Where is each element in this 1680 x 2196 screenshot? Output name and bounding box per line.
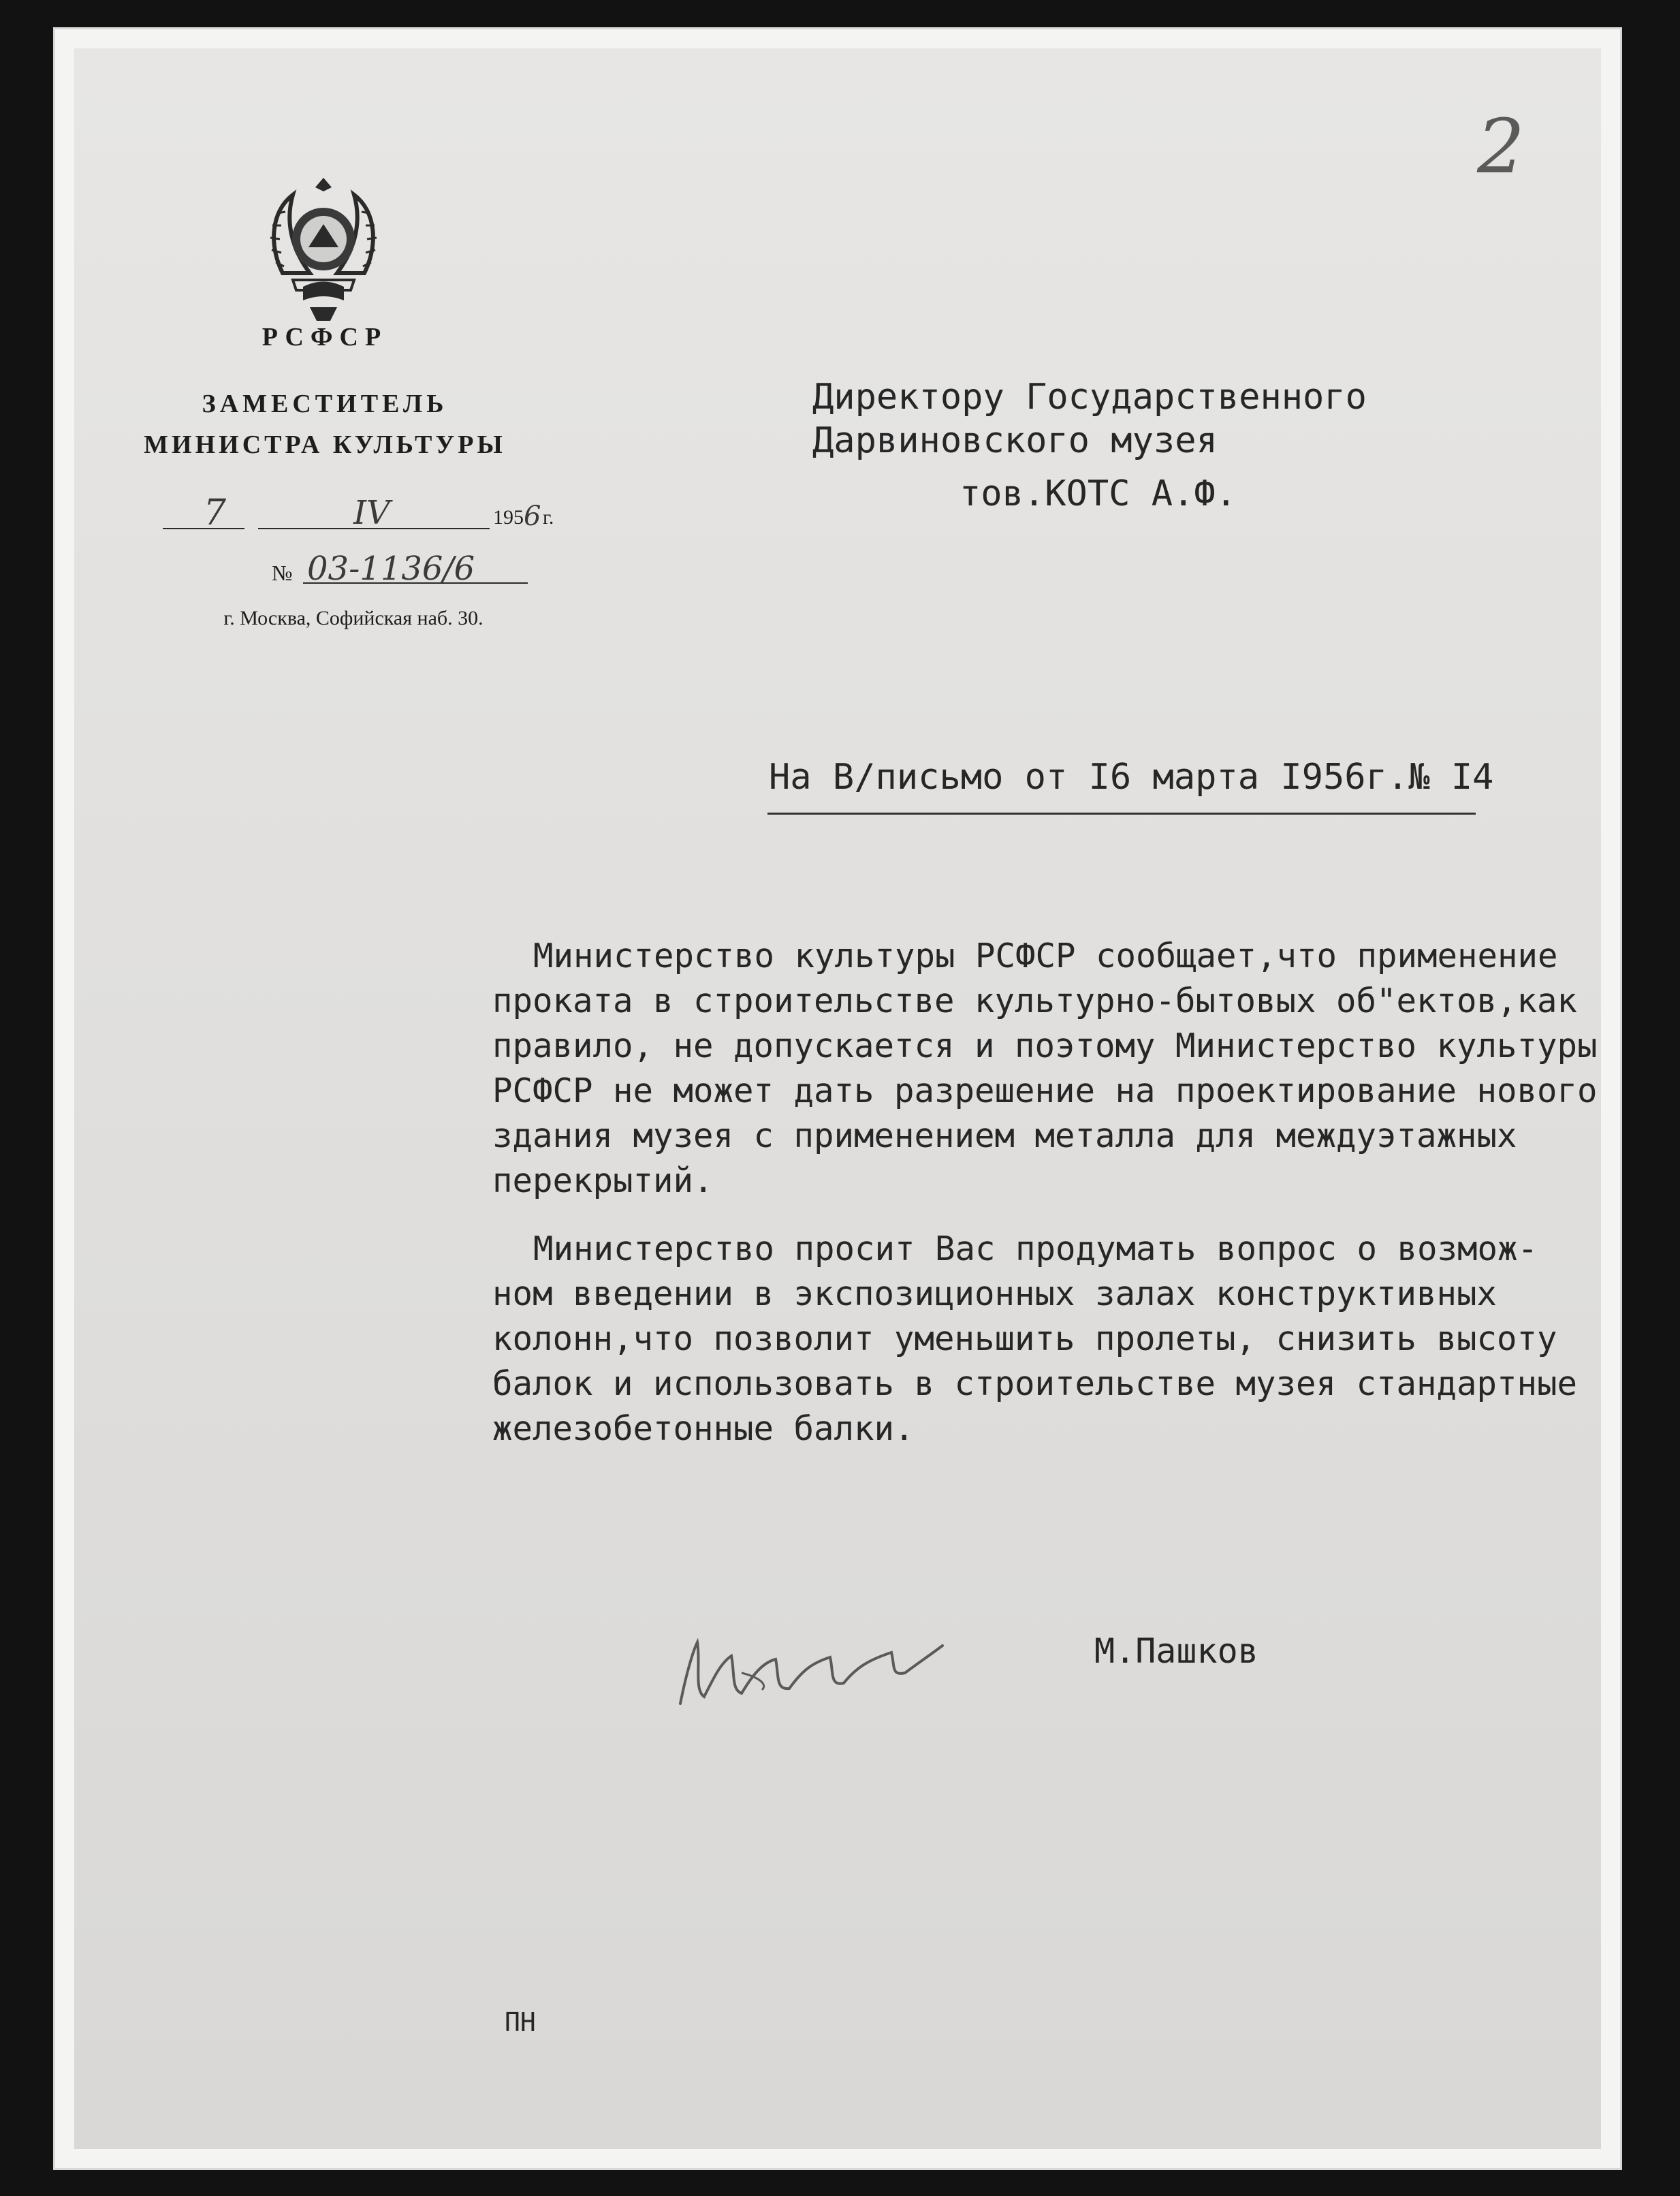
body-p2-line1: Министерство просит Вас продумать вопрос о возмож- <box>533 1229 1538 1268</box>
letter-number <box>272 552 558 593</box>
ministry-address: г. Москва, Софийская наб. 30. <box>223 607 484 629</box>
date-day: 7 <box>204 492 227 533</box>
rsfsr-coat-of-arms-icon <box>255 171 392 328</box>
body-p1-line3: правило, не допускается и поэтому Министерство культуры <box>492 1026 1598 1065</box>
number-value: 03-1136/6 <box>307 550 475 588</box>
body-p2-line3: колонн,что позволит уменьшить пролеты, снизить высоту <box>492 1319 1557 1358</box>
date-year: 195 <box>493 506 524 529</box>
date-month: IV <box>353 494 390 532</box>
body-p2-line2: ном введении в экспозиционных залах конструктивных <box>492 1274 1497 1313</box>
date-suffix: г. <box>543 506 554 529</box>
body-p1-line2: проката в строительстве культурно-бытовых об"ектов,как <box>492 982 1578 1020</box>
typist-initials: ПН <box>505 2007 536 2037</box>
letter-date <box>156 492 592 539</box>
letterhead-title-line1: ЗАМЕСТИТЕЛЬ <box>202 390 448 418</box>
signer-name: М.Пашков <box>1094 1631 1258 1671</box>
page-number: 2 <box>1477 103 1525 190</box>
letter-sheet <box>74 48 1601 2149</box>
republic-label: РСФСР <box>261 323 388 351</box>
addressee-line2: Дарвиновского музея <box>812 420 1218 461</box>
body-p2-line5: железобетонные балки. <box>492 1409 915 1448</box>
date-year-handwritten: 6 <box>524 501 541 532</box>
body-p1-line5: здания музея с применением металла для междуэтажных <box>492 1116 1517 1155</box>
addressee-line1: Директору Государственного <box>812 377 1367 418</box>
body-p1-line1: Министерство культуры РСФСР сообщает,что применение <box>533 937 1558 975</box>
reference-line: На В/письмо от I6 марта I956г.№ I4 <box>769 757 1494 798</box>
addressee-line3: тов.КОТС А.Ф. <box>960 473 1237 514</box>
handwritten-signature-icon <box>667 1608 953 1724</box>
body-p2-line4: балок и использовать в строительстве музея стандартные <box>492 1364 1578 1403</box>
reference-underline <box>767 813 1476 815</box>
number-label: № <box>272 561 293 585</box>
photo-print <box>53 27 1622 2170</box>
body-p1-line4: РСФСР не может дать разрешение на проектирование нового <box>492 1071 1598 1110</box>
body-p1-line6: перекрытий. <box>492 1161 714 1200</box>
letterhead-title-line2: МИНИСТРА КУЛЬТУРЫ <box>144 430 506 459</box>
